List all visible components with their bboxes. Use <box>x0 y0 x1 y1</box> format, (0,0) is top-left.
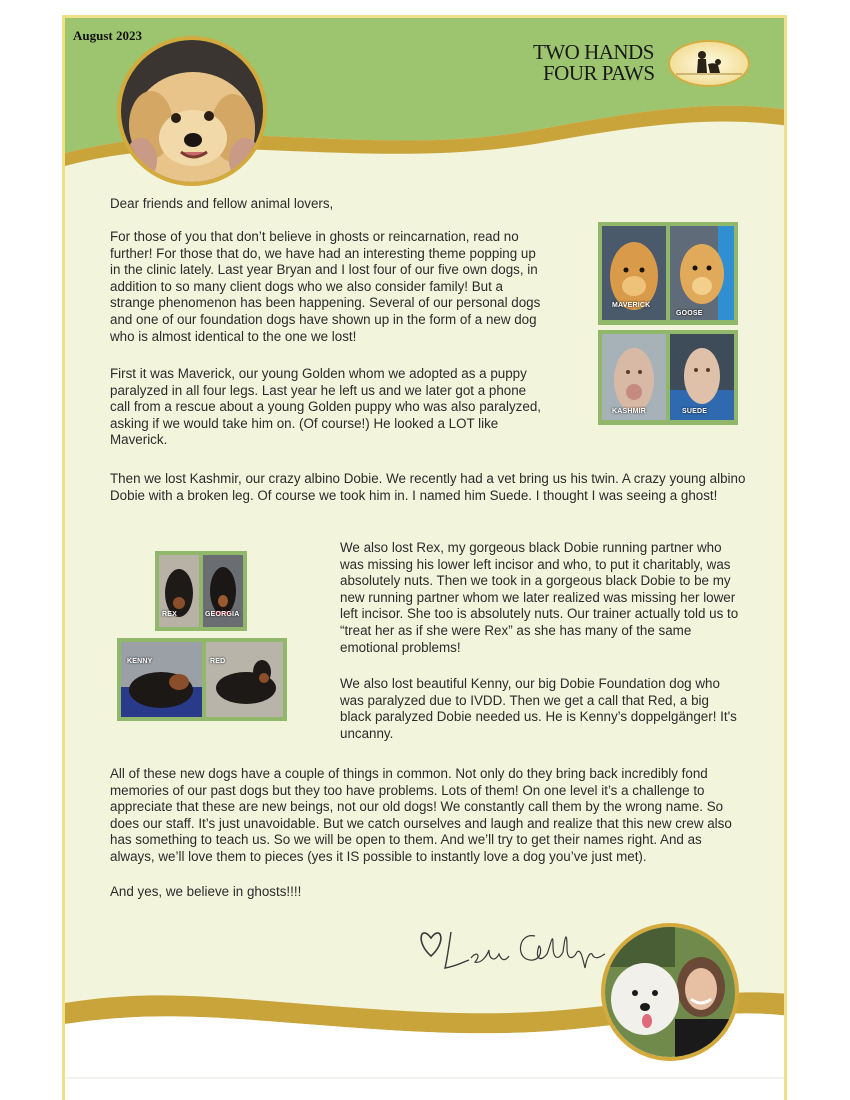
closing-line: And yes, we believe in ghosts!!!! <box>110 884 302 899</box>
paragraph-maverick: First it was Maverick, our young Golden whom we adopted as a puppy paralyzed in all four legs. Last year he left us and we later got a phone call from a rescue about a young Golden puppy who was also paralyzed, asking if we would take him on. (Of course!) He looked a LOT like Maverick. <box>110 366 541 448</box>
georgia-photo: GEORGIA <box>203 555 243 627</box>
kashmir-photo: KASHMIR <box>602 334 666 420</box>
photo-collage-golden <box>598 222 738 325</box>
paragraph-kenny: We also lost beautiful Kenny, our big Dobie Foundation dog who was paralyzed due to IVDD. Then we get a call that Red, a big black paralyzed Dobie needed us. He is Kenny’s doppelgänger! It's uncanny. <box>340 676 737 741</box>
red-photo: RED <box>206 642 283 717</box>
photo-collage-paralyzed-dobie <box>117 638 287 721</box>
suede-photo: SUEDE <box>670 334 734 420</box>
goose-photo: GOOSE <box>670 226 734 320</box>
paragraph-kashmir: Then we lost Kashmir, our crazy albino Dobie. We recently had a vet bring us his twin. A crazy young albino Dobie with a broken leg. Of course we took him in. I named him Suede. I thought I was seeing a ghost! <box>110 471 746 503</box>
salutation: Dear friends and fellow animal lovers, <box>110 196 334 211</box>
rex-photo: REX <box>159 555 199 627</box>
paragraph-reflection: All of these new dogs have a couple of things in common. Not only do they bring back incredibly fond memories of our past dogs but they too have problems. Lots of them! On one level it’s a challenge to appreciate that these are new beings, not our old dogs! We constantly call them by the wrong name. So does our staff. It’s just unavoidable. But we catch ourselves and laugh and realize that this new crew also has something to teach us. So we will be open to them. And we’ll try to get their names right. And as always, we’ll love them to pieces (yes it IS possible to instantly love a dog you’ve just met). <box>110 766 732 864</box>
photo-collage-black-dobie <box>155 551 247 631</box>
author-portrait-photo <box>601 923 739 1061</box>
maverick-photo: MAVERICK <box>602 226 666 320</box>
brand-logo-text: TWO HANDS FOUR PAWS <box>533 40 655 85</box>
golden-retriever-photo <box>117 36 267 186</box>
newsletter-page <box>62 15 787 1100</box>
kenny-photo: KENNY <box>121 642 202 717</box>
brand-logo-emblem <box>668 40 750 87</box>
issue-date: August 2023 <box>73 28 142 43</box>
paragraph-rex: We also lost Rex, my gorgeous black Dobie running partner who was missing his lower left incisor and who, to put it charitably, was absolutely nuts. Then we took in a gorgeous black Dobie to be my new running partner whom we later realized was missing her lower left incisor. She too is absolutely nuts. Our trainer actually told us to “treat her as if she were Rex” as she has many of the same emotional problems! <box>340 540 739 655</box>
paragraph-intro: For those of you that don’t believe in ghosts or reincarnation, read no further! For those that do, we have had an interesting theme popping up in the clinic lately. Last year Bryan and I lost four of our five own dogs, in addition to so many client dogs who we also consider family! But a strange phenomenon has been happening. Several of our personal dogs and one of our foundation dogs have shown up in the form of a new dog who is almost identical to the one we lost! <box>110 229 541 344</box>
photo-collage-albino-dobie <box>598 330 738 425</box>
